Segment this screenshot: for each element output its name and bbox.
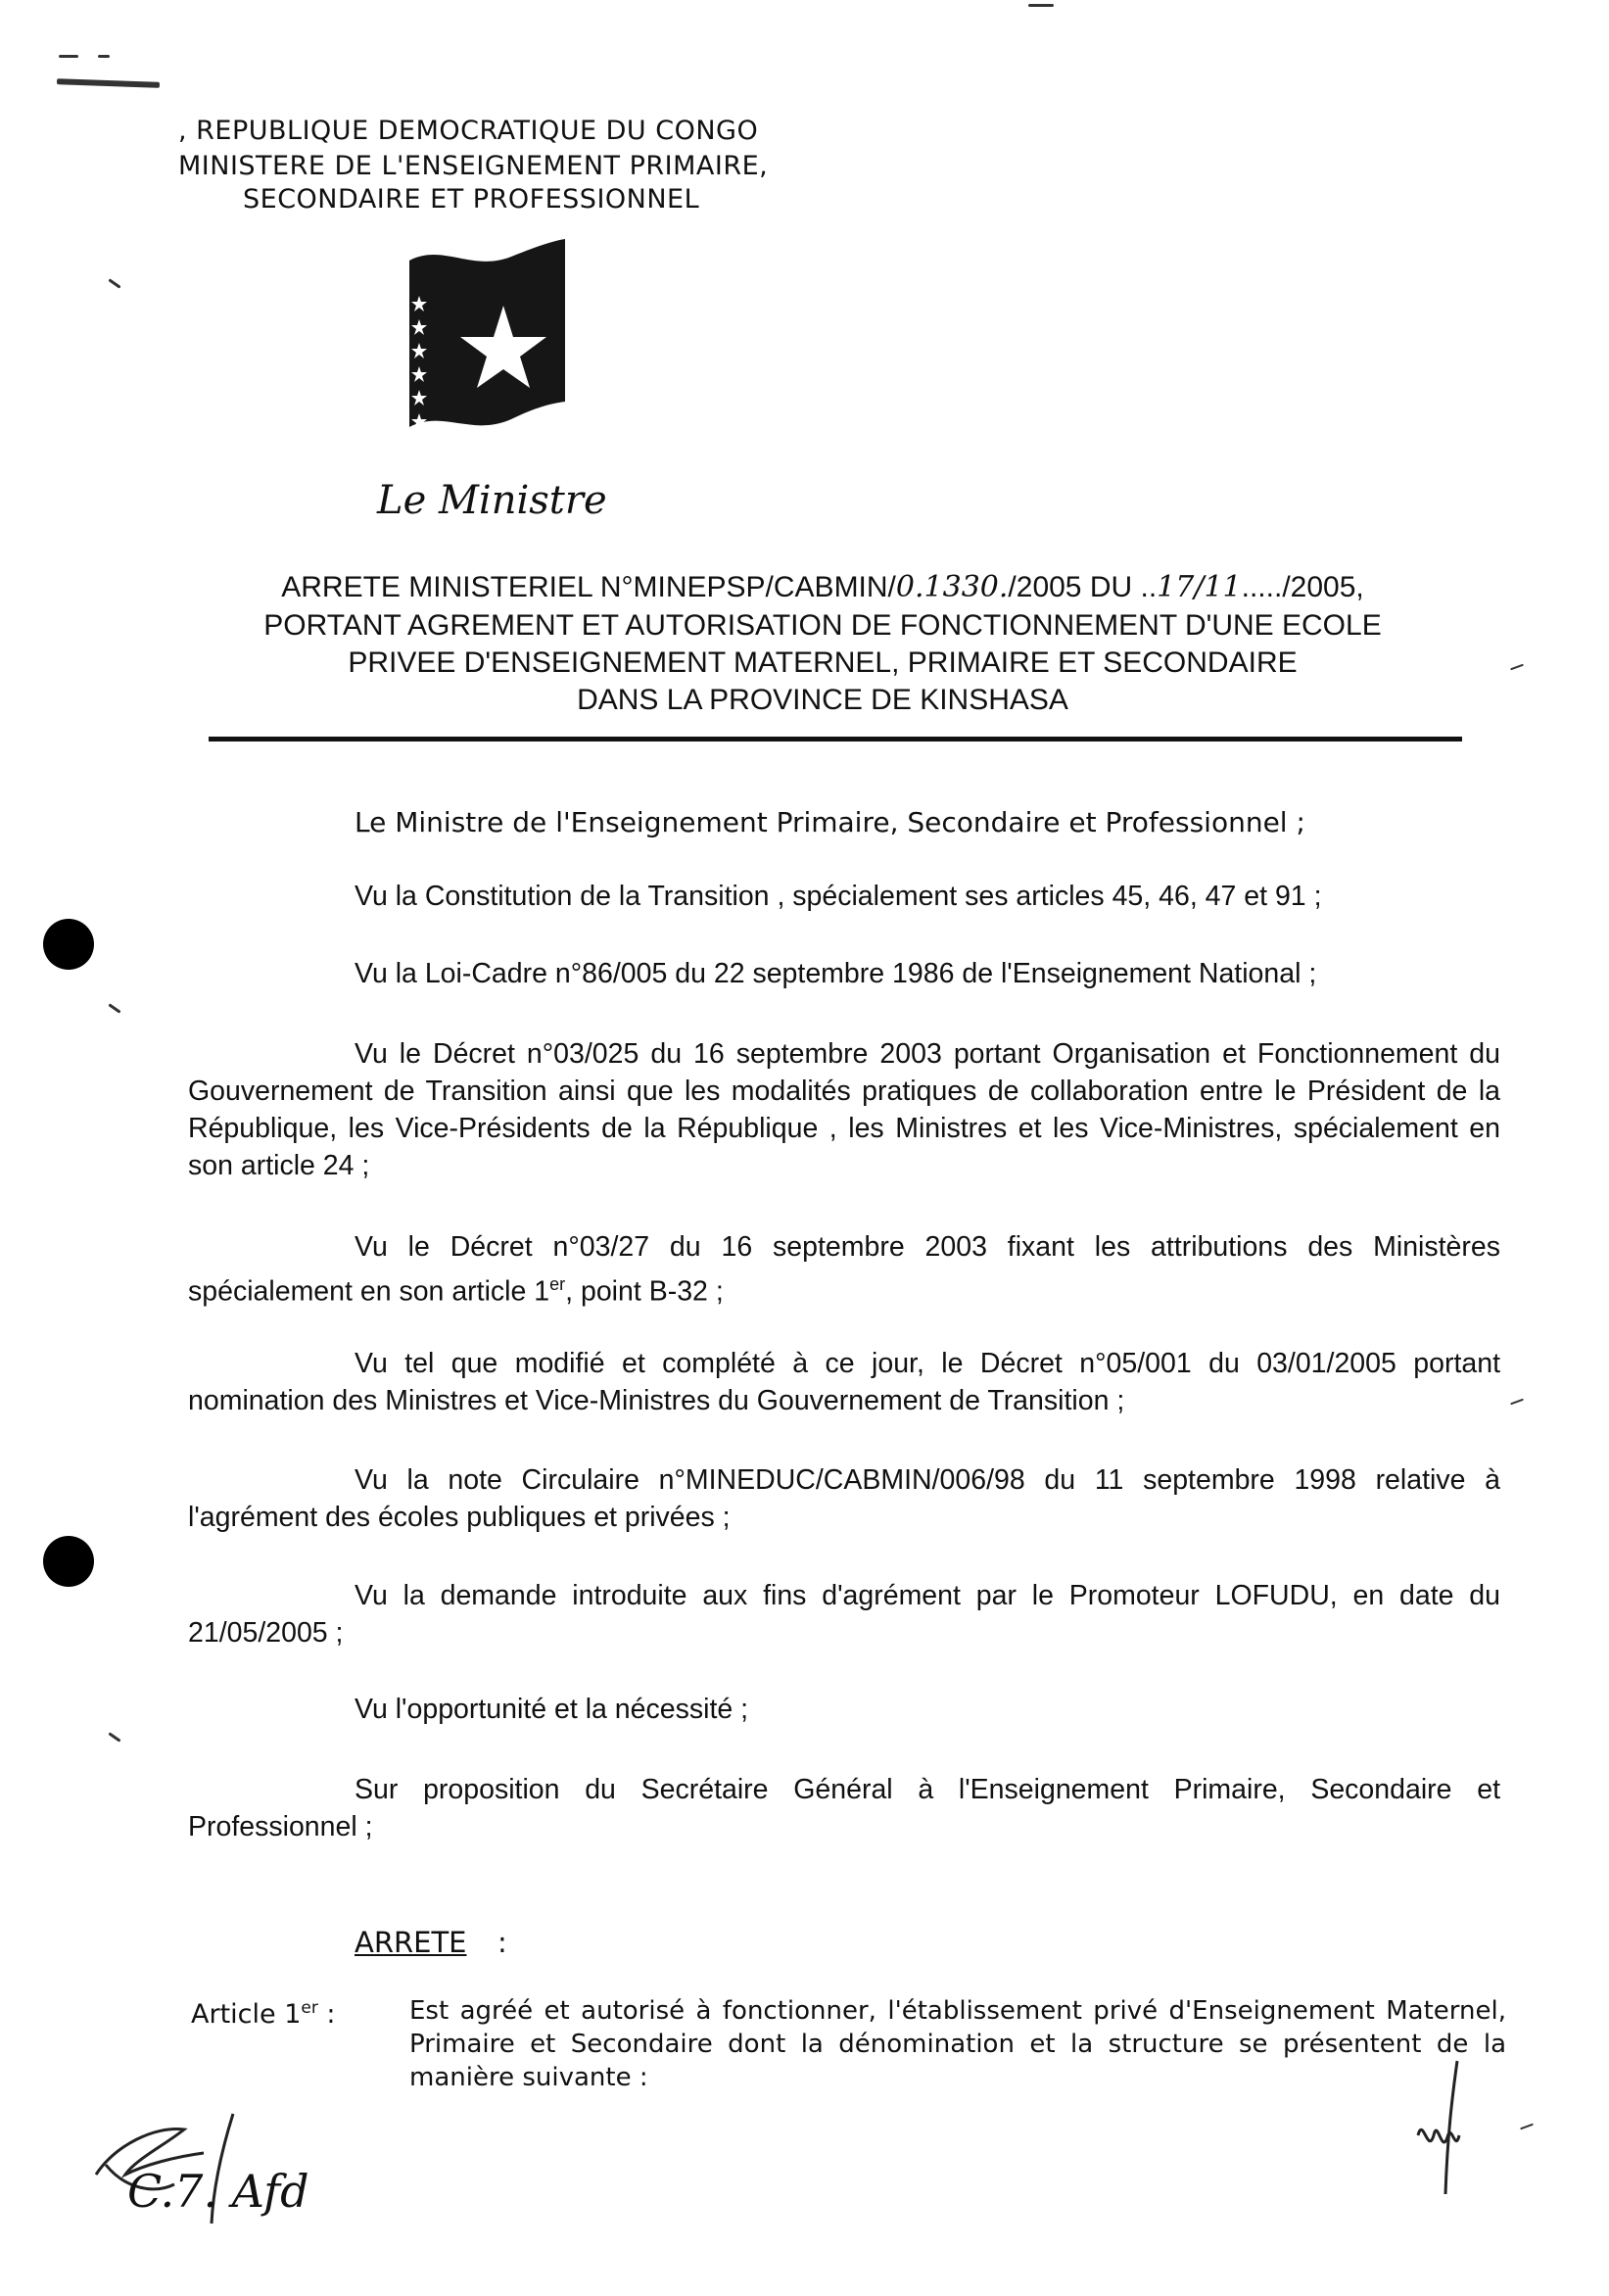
handwritten-decree-number: 0.1330. [895, 570, 1009, 604]
scan-mark [1510, 664, 1524, 671]
arrete-colon: : [497, 1926, 507, 1959]
scan-mark [57, 78, 160, 88]
scan-mark [1028, 4, 1054, 7]
recital-decret-03-27-text: Vu le Décret n°03/27 du 16 septembre 2003 fixant les attributions des Ministères spécialement en son article 1 [188, 1231, 1500, 1308]
decree-mid: /2005 DU .. [1008, 571, 1158, 603]
recital-decret-03-27-tail: , point B-32 ; [565, 1275, 724, 1308]
decree-title-line3: PRIVEE D'ENSEIGNEMENT MATERNEL, PRIMAIRE ET SECONDAIRE [348, 646, 1298, 679]
recital-loi-cadre: Vu la Loi-Cadre n°86/005 du 22 septembre 1986 de l'Enseignement National ; [355, 958, 1317, 989]
recital-demande [188, 1577, 1500, 1651]
scan-mark [98, 55, 110, 58]
flag-emblem-icon [403, 235, 570, 455]
recital-decret-05-001 [188, 1345, 1500, 1419]
minister-heading: Le Ministre [377, 478, 607, 523]
recital-note-circulaire-text: Vu la note Circulaire n°MINEDUC/CABMIN/006/98 du 11 septembre 1998 relative à l'agrément des écoles publiques et privées ; [188, 1464, 1500, 1533]
punch-hole [43, 919, 94, 970]
decree-title-line4: DANS LA PROVINCE DE KINSHASA [577, 684, 1068, 716]
scan-mark [108, 1003, 120, 1013]
signature-paraph-icon [1398, 2057, 1506, 2214]
superscript-er: er [549, 1274, 566, 1294]
recital-decret-03-27 [188, 1228, 1500, 1311]
scan-mark [108, 1732, 120, 1742]
decree-prefix: ARRETE MINISTERIEL N°MINEPSP/CABMIN/ [281, 571, 896, 603]
article-1-label-text: Article 1 [191, 1999, 302, 2030]
title-underline [209, 737, 1462, 741]
handwritten-note: C.7. Afd [127, 2165, 309, 2218]
arrete-heading: ARRETE [355, 1926, 467, 1959]
scan-mark [59, 55, 78, 58]
ministry-name-line2: SECONDAIRE ET PROFESSIONNEL [243, 184, 700, 215]
handwritten-initials [86, 2106, 341, 2258]
scan-mark [1510, 1399, 1524, 1406]
article-1-colon: : [317, 1999, 336, 2030]
scan-mark [108, 278, 120, 288]
recital-proposition-text: Sur proposition du Secrétaire Général à l'Enseignement Primaire, Secondaire et Professionnel ; [188, 1774, 1500, 1842]
recital-opportunite: Vu l'opportunité et la nécessité ; [355, 1694, 749, 1725]
country-name: , REPUBLIQUE DEMOCRATIQUE DU CONGO [178, 116, 759, 146]
punch-hole [43, 1536, 94, 1587]
preamble-lead: Le Ministre de l'Enseignement Primaire, Secondaire et Professionnel ; [355, 806, 1305, 838]
recital-decret-03-025-text: Vu le Décret n°03/025 du 16 septembre 2003 portant Organisation et Fonctionnement du Gouvernement de Transition ainsi que les modalités pratiques de collaboration entre le Président de la République, les Vice-Présidents de la République , les Ministres et les Vice-Ministres, spécialement en son article 24 ; [188, 1038, 1500, 1181]
article-1-label [191, 1998, 336, 2030]
article-1-text: Est agréé et autorisé à fonctionner, l'établissement privé d'Enseignement Maternel, Primaire et Secondaire dont la dénomination et la structure se présentent de la manière suivante : [409, 1996, 1506, 2092]
decree-title-line2: PORTANT AGREMENT ET AUTORISATION DE FONCTIONNEMENT D'UNE ECOLE [263, 609, 1382, 642]
recital-decret-05-001-text: Vu tel que modifié et complété à ce jour, le Décret n°05/001 du 03/01/2005 portant nomination des Ministres et Vice-Ministres du Gouvernement de Transition ; [188, 1348, 1500, 1416]
recital-constitution: Vu la Constitution de la Transition , spécialement ses articles 45, 46, 47 et 91 ; [355, 881, 1322, 912]
recital-demande-text: Vu la demande introduite aux fins d'agrément par le Promoteur LOFUDU, en date du 21/05/2005 ; [188, 1580, 1500, 1649]
handwritten-decree-date: 17/11 [1157, 570, 1242, 604]
decree-suffix: ...../2005, [1241, 571, 1364, 603]
ministry-name-line1: MINISTERE DE L'ENSEIGNEMENT PRIMAIRE, [178, 151, 769, 181]
scan-mark [1520, 2124, 1534, 2130]
recital-decret-03-025 [188, 1035, 1500, 1184]
recital-proposition [188, 1771, 1500, 1845]
article-1-superscript: er [301, 1998, 318, 2018]
recital-note-circulaire [188, 1461, 1500, 1536]
decree-title-line1 [147, 570, 1498, 604]
